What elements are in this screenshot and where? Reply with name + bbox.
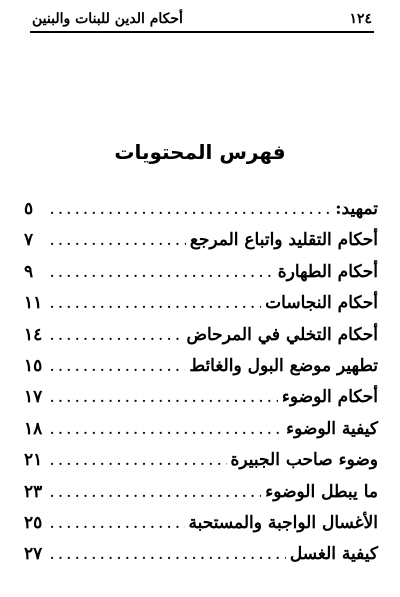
- toc-entry-page: ٧: [24, 230, 34, 251]
- toc-entry: [24, 293, 378, 324]
- toc-entry-page: ١٤: [24, 324, 43, 345]
- book-title: أحكام الدين للبنات والبنين: [32, 11, 183, 27]
- dot-leader: [50, 387, 278, 407]
- dot-leader: [50, 262, 274, 282]
- toc-title: فهرس المحتويات: [114, 140, 286, 164]
- toc-entry-title: الأغسال الواجبة والمستحبة: [188, 512, 378, 533]
- toc-entry: [24, 230, 378, 261]
- dot-leader: [50, 482, 261, 502]
- toc-entry-title: تمهيد:: [335, 199, 378, 219]
- toc-entry-title: وضوء صاحب الجبيرة: [230, 450, 378, 471]
- toc-entry-page: ٢٥: [24, 512, 43, 533]
- toc-entry-title: تطهير موضع البول والغائط: [189, 355, 378, 376]
- toc-entry-title: أحكام الوضوء: [281, 387, 378, 408]
- toc-entry-page: ١٥: [24, 355, 43, 376]
- dot-leader: [50, 513, 185, 533]
- toc-entry-title: كيفية الغسل: [289, 544, 378, 565]
- toc-entry-title: أحكام الطهارة: [277, 261, 378, 282]
- header-rule: [30, 31, 374, 33]
- dot-leader: [50, 544, 286, 564]
- toc-entry-title: كيفية الوضوء: [286, 418, 378, 439]
- toc-entry: [24, 419, 378, 450]
- toc-entry-title: أحكام النجاسات: [265, 293, 378, 314]
- dot-leader: [50, 230, 186, 250]
- toc-entry: [24, 199, 378, 230]
- toc-entry-page: ١٨: [24, 418, 43, 439]
- toc-entry: [24, 262, 378, 293]
- page-number: ١٢٤: [349, 11, 372, 27]
- toc-entry: [24, 387, 378, 418]
- toc-entry-page: ٢٣: [24, 481, 43, 502]
- dot-leader: [50, 356, 185, 376]
- toc-entry-page: ١٧: [24, 387, 43, 408]
- toc-entry: [24, 325, 378, 356]
- toc-entry-page: ٢٧: [24, 544, 43, 565]
- toc-entry-title: ما يبطل الوضوء: [265, 481, 378, 502]
- toc-entry-page: ١١: [24, 293, 43, 314]
- dot-leader: [50, 293, 261, 313]
- toc-entry-title: أحكام التخلي في المرحاض: [186, 324, 378, 345]
- toc-entry-page: ٥: [24, 199, 34, 219]
- dot-leader: [50, 199, 331, 219]
- toc-entry-page: ٢١: [24, 450, 43, 471]
- toc-entry-page: ٩: [24, 261, 34, 282]
- toc-entry: [24, 544, 378, 575]
- toc-entry: [24, 482, 378, 513]
- dot-leader: [50, 325, 182, 345]
- toc-list: [24, 199, 378, 576]
- dot-leader: [50, 450, 227, 470]
- running-header: [32, 8, 372, 30]
- toc-entry: [24, 356, 378, 387]
- dot-leader: [50, 419, 282, 439]
- toc-entry: [24, 450, 378, 481]
- toc-entry-title: أحكام التقليد واتباع المرجع: [189, 230, 378, 251]
- toc-entry: [24, 513, 378, 544]
